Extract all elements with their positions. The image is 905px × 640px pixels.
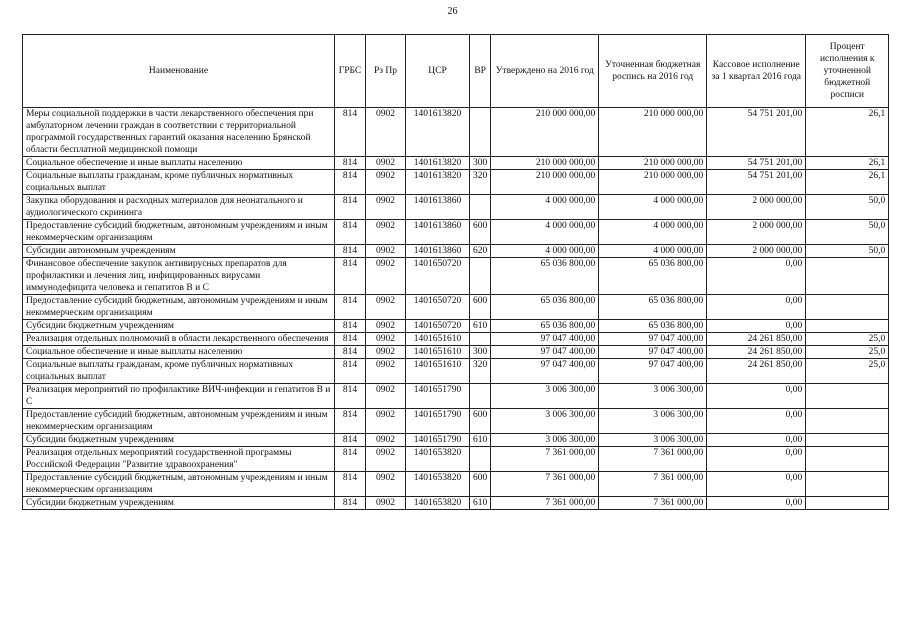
cell-approved: 97 047 400,00 xyxy=(491,333,599,346)
cell-approved: 7 361 000,00 xyxy=(491,472,599,497)
cell-revised: 7 361 000,00 xyxy=(599,447,707,472)
cell-grbs: 814 xyxy=(335,220,366,245)
cell-csr: 1401653820 xyxy=(406,472,470,497)
cell-name: Предоставление субсидий бюджетным, автономным учреждениям и иным некоммерческим организациям xyxy=(23,295,335,320)
cell-name: Реализация отдельных мероприятий государственной программы Российской Федерации "Развитие здравоохранения" xyxy=(23,447,335,472)
cell-vr xyxy=(470,384,491,409)
cell-name: Финансовое обеспечение закупок антивирусных препаратов для профилактики и лечения лиц, инфицированных вирусами иммунодефицита человека и гепатитов В и С xyxy=(23,258,335,295)
cell-approved: 210 000 000,00 xyxy=(491,170,599,195)
cell-rzpr: 0902 xyxy=(366,384,406,409)
cell-grbs: 814 xyxy=(335,170,366,195)
table-row xyxy=(23,157,889,170)
cell-percent: 50,0 xyxy=(806,195,889,220)
cell-rzpr: 0902 xyxy=(366,170,406,195)
cell-csr: 1401650720 xyxy=(406,258,470,295)
cell-csr: 1401613860 xyxy=(406,245,470,258)
cell-revised: 3 006 300,00 xyxy=(599,384,707,409)
cell-executed: 2 000 000,00 xyxy=(707,245,806,258)
cell-csr: 1401651610 xyxy=(406,359,470,384)
cell-executed: 2 000 000,00 xyxy=(707,195,806,220)
header-revised: Уточненная бюджетная роспись на 2016 год xyxy=(599,35,707,108)
cell-name: Социальные выплаты гражданам, кроме публичных нормативных социальных выплат xyxy=(23,359,335,384)
cell-approved: 4 000 000,00 xyxy=(491,195,599,220)
cell-grbs: 814 xyxy=(335,333,366,346)
table-row xyxy=(23,409,889,434)
cell-percent xyxy=(806,497,889,510)
cell-grbs: 814 xyxy=(335,157,366,170)
cell-rzpr: 0902 xyxy=(366,157,406,170)
cell-executed: 0,00 xyxy=(707,409,806,434)
cell-percent xyxy=(806,472,889,497)
cell-vr: 300 xyxy=(470,346,491,359)
table-row xyxy=(23,245,889,258)
cell-revised: 3 006 300,00 xyxy=(599,434,707,447)
cell-vr xyxy=(470,108,491,157)
cell-rzpr: 0902 xyxy=(366,108,406,157)
cell-percent xyxy=(806,295,889,320)
cell-vr xyxy=(470,258,491,295)
cell-rzpr: 0902 xyxy=(366,409,406,434)
cell-rzpr: 0902 xyxy=(366,472,406,497)
cell-revised: 210 000 000,00 xyxy=(599,157,707,170)
cell-grbs: 814 xyxy=(335,447,366,472)
cell-name: Субсидии бюджетным учреждениям xyxy=(23,320,335,333)
cell-vr: 300 xyxy=(470,157,491,170)
cell-name: Социальные выплаты гражданам, кроме публичных нормативных социальных выплат xyxy=(23,170,335,195)
cell-grbs: 814 xyxy=(335,434,366,447)
cell-vr: 610 xyxy=(470,497,491,510)
table-row xyxy=(23,359,889,384)
cell-csr: 1401651790 xyxy=(406,409,470,434)
cell-csr: 1401651790 xyxy=(406,434,470,447)
cell-vr xyxy=(470,447,491,472)
cell-percent: 25,0 xyxy=(806,346,889,359)
cell-grbs: 814 xyxy=(335,108,366,157)
cell-rzpr: 0902 xyxy=(366,333,406,346)
header-row xyxy=(23,35,889,108)
cell-approved: 3 006 300,00 xyxy=(491,409,599,434)
cell-grbs: 814 xyxy=(335,359,366,384)
cell-csr: 1401651610 xyxy=(406,346,470,359)
cell-revised: 3 006 300,00 xyxy=(599,409,707,434)
cell-approved: 210 000 000,00 xyxy=(491,157,599,170)
cell-vr: 620 xyxy=(470,245,491,258)
cell-percent: 25,0 xyxy=(806,333,889,346)
cell-percent: 50,0 xyxy=(806,220,889,245)
cell-revised: 97 047 400,00 xyxy=(599,346,707,359)
cell-grbs: 814 xyxy=(335,295,366,320)
cell-name: Субсидии автономным учреждениям xyxy=(23,245,335,258)
table-row xyxy=(23,472,889,497)
table-row xyxy=(23,333,889,346)
cell-revised: 7 361 000,00 xyxy=(599,497,707,510)
cell-revised: 97 047 400,00 xyxy=(599,333,707,346)
cell-percent: 25,0 xyxy=(806,359,889,384)
table-row xyxy=(23,434,889,447)
cell-executed: 54 751 201,00 xyxy=(707,108,806,157)
cell-name: Реализация отдельных полномочий в области лекарственного обеспечения xyxy=(23,333,335,346)
cell-csr: 1401650720 xyxy=(406,295,470,320)
cell-grbs: 814 xyxy=(335,320,366,333)
cell-approved: 7 361 000,00 xyxy=(491,447,599,472)
cell-name: Субсидии бюджетным учреждениям xyxy=(23,497,335,510)
cell-executed: 54 751 201,00 xyxy=(707,170,806,195)
cell-approved: 4 000 000,00 xyxy=(491,245,599,258)
cell-revised: 65 036 800,00 xyxy=(599,258,707,295)
cell-percent xyxy=(806,409,889,434)
cell-revised: 97 047 400,00 xyxy=(599,359,707,384)
cell-approved: 97 047 400,00 xyxy=(491,359,599,384)
cell-percent xyxy=(806,447,889,472)
header-percent: Процент исполнения к уточненной бюджетной росписи xyxy=(806,35,889,108)
cell-rzpr: 0902 xyxy=(366,320,406,333)
cell-grbs: 814 xyxy=(335,384,366,409)
cell-executed: 0,00 xyxy=(707,497,806,510)
cell-vr: 600 xyxy=(470,409,491,434)
cell-name: Предоставление субсидий бюджетным, автономным учреждениям и иным некоммерческим организациям xyxy=(23,472,335,497)
cell-revised: 210 000 000,00 xyxy=(599,108,707,157)
cell-name: Закупка оборудования и расходных материалов для неонатального и аудиологического скрининга xyxy=(23,195,335,220)
cell-executed: 0,00 xyxy=(707,320,806,333)
cell-rzpr: 0902 xyxy=(366,359,406,384)
cell-csr: 1401613820 xyxy=(406,108,470,157)
table-row xyxy=(23,195,889,220)
table-row xyxy=(23,384,889,409)
cell-rzpr: 0902 xyxy=(366,447,406,472)
table-row xyxy=(23,320,889,333)
cell-approved: 3 006 300,00 xyxy=(491,434,599,447)
cell-percent xyxy=(806,320,889,333)
cell-csr: 1401651790 xyxy=(406,384,470,409)
table-row xyxy=(23,220,889,245)
header-csr: ЦСР xyxy=(406,35,470,108)
cell-rzpr: 0902 xyxy=(366,497,406,510)
cell-name: Социальное обеспечение и иные выплаты населению xyxy=(23,157,335,170)
cell-name: Предоставление субсидий бюджетным, автономным учреждениям и иным некоммерческим организациям xyxy=(23,409,335,434)
cell-executed: 0,00 xyxy=(707,434,806,447)
cell-vr: 600 xyxy=(470,220,491,245)
cell-approved: 65 036 800,00 xyxy=(491,320,599,333)
cell-vr xyxy=(470,195,491,220)
header-executed: Кассовое исполнение за 1 квартал 2016 года xyxy=(707,35,806,108)
cell-rzpr: 0902 xyxy=(366,245,406,258)
header-approved: Утверждено на 2016 год xyxy=(491,35,599,108)
cell-csr: 1401653820 xyxy=(406,497,470,510)
cell-revised: 4 000 000,00 xyxy=(599,195,707,220)
cell-percent: 26,1 xyxy=(806,170,889,195)
table-row xyxy=(23,447,889,472)
table-row xyxy=(23,497,889,510)
cell-csr: 1401653820 xyxy=(406,447,470,472)
cell-grbs: 814 xyxy=(335,245,366,258)
cell-grbs: 814 xyxy=(335,195,366,220)
cell-executed: 0,00 xyxy=(707,384,806,409)
cell-vr: 600 xyxy=(470,472,491,497)
cell-name: Социальное обеспечение и иные выплаты населению xyxy=(23,346,335,359)
cell-revised: 210 000 000,00 xyxy=(599,170,707,195)
table-row xyxy=(23,170,889,195)
table-row xyxy=(23,295,889,320)
cell-name: Меры социальной поддержки в части лекарственного обеспечения при амбулаторном лечении граждан в соответствии с территориальной программой государственных гарантий оказания населению Брянской области бесплатной медицинской помощи xyxy=(23,108,335,157)
cell-percent xyxy=(806,258,889,295)
cell-name: Реализация мероприятий по профилактике ВИЧ-инфекции и гепатитов В и С xyxy=(23,384,335,409)
cell-grbs: 814 xyxy=(335,472,366,497)
cell-rzpr: 0902 xyxy=(366,195,406,220)
cell-grbs: 814 xyxy=(335,346,366,359)
cell-csr: 1401613820 xyxy=(406,170,470,195)
cell-approved: 210 000 000,00 xyxy=(491,108,599,157)
cell-vr: 320 xyxy=(470,170,491,195)
cell-executed: 0,00 xyxy=(707,447,806,472)
header-vr: ВР xyxy=(470,35,491,108)
cell-csr: 1401650720 xyxy=(406,320,470,333)
cell-executed: 54 751 201,00 xyxy=(707,157,806,170)
cell-executed: 24 261 850,00 xyxy=(707,333,806,346)
budget-table xyxy=(22,34,889,510)
cell-executed: 24 261 850,00 xyxy=(707,346,806,359)
cell-csr: 1401613860 xyxy=(406,220,470,245)
table-row xyxy=(23,346,889,359)
cell-executed: 0,00 xyxy=(707,472,806,497)
cell-vr: 320 xyxy=(470,359,491,384)
header-rzpr: Рз Пр xyxy=(366,35,406,108)
cell-revised: 7 361 000,00 xyxy=(599,472,707,497)
cell-rzpr: 0902 xyxy=(366,434,406,447)
cell-revised: 65 036 800,00 xyxy=(599,295,707,320)
cell-csr: 1401651610 xyxy=(406,333,470,346)
cell-rzpr: 0902 xyxy=(366,258,406,295)
cell-grbs: 814 xyxy=(335,409,366,434)
cell-approved: 65 036 800,00 xyxy=(491,295,599,320)
cell-csr: 1401613820 xyxy=(406,157,470,170)
page-number: 26 xyxy=(447,6,458,17)
cell-vr: 610 xyxy=(470,320,491,333)
cell-executed: 24 261 850,00 xyxy=(707,359,806,384)
cell-approved: 3 006 300,00 xyxy=(491,384,599,409)
cell-approved: 65 036 800,00 xyxy=(491,258,599,295)
cell-grbs: 814 xyxy=(335,258,366,295)
cell-revised: 4 000 000,00 xyxy=(599,245,707,258)
cell-approved: 4 000 000,00 xyxy=(491,220,599,245)
cell-revised: 65 036 800,00 xyxy=(599,320,707,333)
cell-percent: 26,1 xyxy=(806,108,889,157)
cell-rzpr: 0902 xyxy=(366,295,406,320)
cell-executed: 2 000 000,00 xyxy=(707,220,806,245)
table-row xyxy=(23,258,889,295)
header-name: Наименование xyxy=(23,35,335,108)
cell-vr xyxy=(470,333,491,346)
cell-rzpr: 0902 xyxy=(366,220,406,245)
cell-executed: 0,00 xyxy=(707,258,806,295)
cell-percent: 26,1 xyxy=(806,157,889,170)
cell-name: Субсидии бюджетным учреждениям xyxy=(23,434,335,447)
cell-rzpr: 0902 xyxy=(366,346,406,359)
cell-percent: 50,0 xyxy=(806,245,889,258)
cell-approved: 7 361 000,00 xyxy=(491,497,599,510)
cell-percent xyxy=(806,384,889,409)
cell-executed: 0,00 xyxy=(707,295,806,320)
cell-vr: 610 xyxy=(470,434,491,447)
table-row xyxy=(23,108,889,157)
cell-name: Предоставление субсидий бюджетным, автономным учреждениям и иным некоммерческим организациям xyxy=(23,220,335,245)
header-grbs: ГРБС xyxy=(335,35,366,108)
cell-revised: 4 000 000,00 xyxy=(599,220,707,245)
cell-grbs: 814 xyxy=(335,497,366,510)
cell-percent xyxy=(806,434,889,447)
cell-vr: 600 xyxy=(470,295,491,320)
cell-csr: 1401613860 xyxy=(406,195,470,220)
cell-approved: 97 047 400,00 xyxy=(491,346,599,359)
